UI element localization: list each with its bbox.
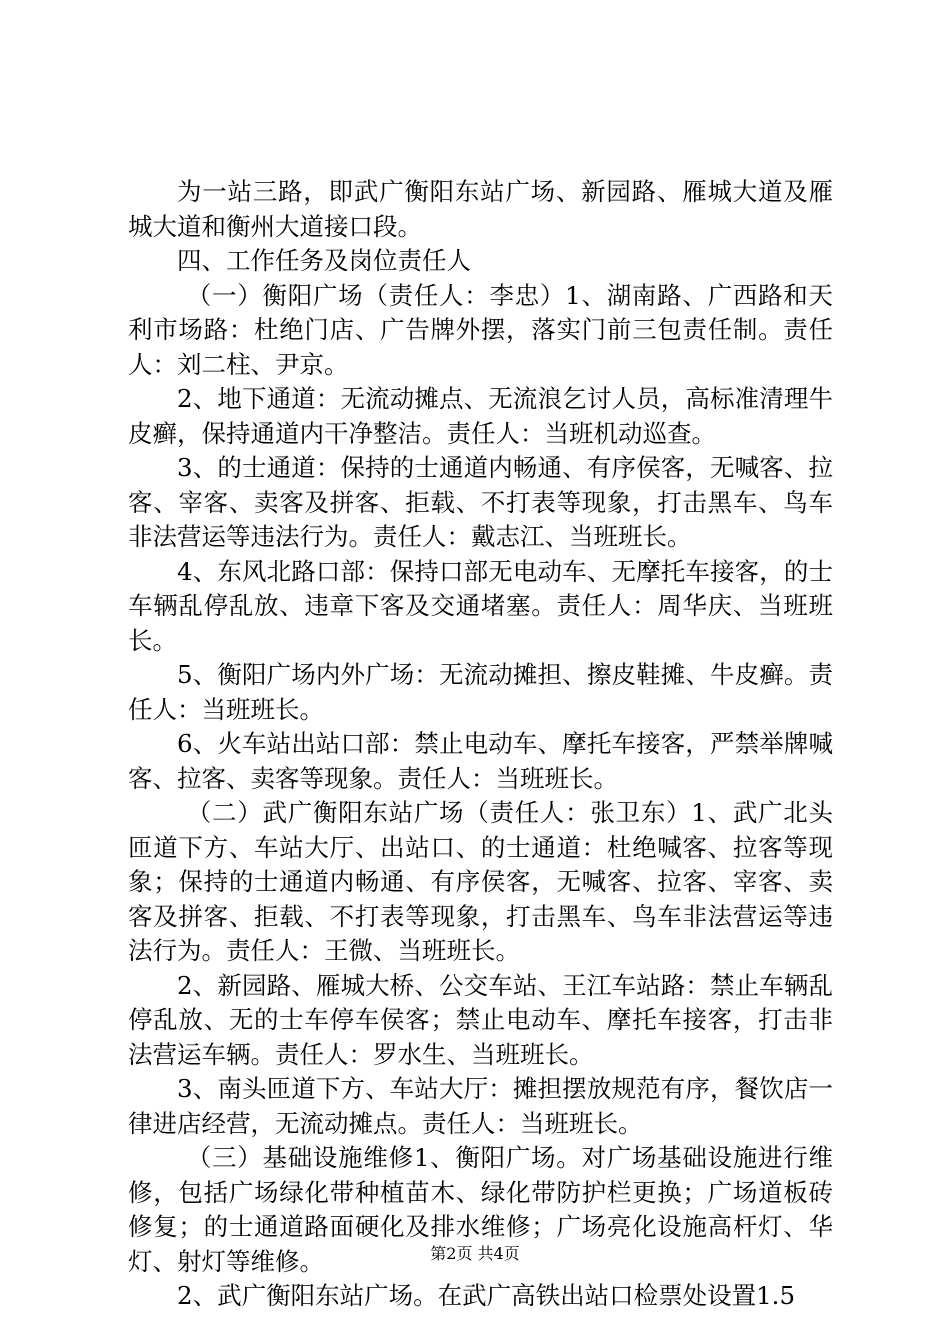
paragraph-underpass: 2、地下通道：无流动摊点、无流浪乞讨人员，高标准清理牛皮癣，保持通道内干净整洁。责任人：当班机动巡查。 bbox=[128, 384, 833, 448]
paragraph-station-exit: 6、火车站出站口部：禁止电动车、摩托车接客，严禁举牌喊客、拉客、卖客等现象。责任人：当班班长。 bbox=[128, 729, 833, 793]
section-heading-tasks: 四、工作任务及岗位责任人 bbox=[177, 246, 471, 275]
paragraph-east-station-square: （二）武广衡阳东站广场（责任人：张卫东）1、武广北头匝道下方、车站大厅、出站口、的士通道：杜绝喊客、拉客等现象；保持的士通道内畅通、有序侯客，无喊客、拉客、宰客、卖客及拼客、拒载、不打表等现象，打击黑车、鸟车非法营运等违法行为。责任人：王微、当班班长。 bbox=[128, 798, 833, 965]
paragraph-infrastructure-repair: （三）基础设施维修1、衡阳广场。对广场基础设施进行维修，包括广场绿化带种植苗木、绿化带防护栏更换；广场道板砖修复；的士通道路面硬化及排水维修；广场亮化设施高杆灯、华灯、射灯等维修。 bbox=[128, 1143, 833, 1276]
paragraph-hengyang-square: （一）衡阳广场（责任人：李忠）1、湖南路、广西路和天利市场路：杜绝门店、广告牌外摆，落实门前三包责任制。责任人：刘二柱、尹京。 bbox=[128, 280, 833, 379]
paragraph-dongfeng-north-road: 4、东风北路口部：保持口部无电动车、无摩托车接客，的士车辆乱停乱放、违章下客及交通堵塞。责任人：周华庆、当班班长。 bbox=[128, 556, 833, 655]
page-number-footer: 第2页 共4页 bbox=[430, 1244, 520, 1263]
paragraph-xinyuan-road: 2、新园路、雁城大桥、公交车站、王江车站路：禁止车辆乱停乱放、无的士车停车侯客；禁止电动车、摩托车接客，打击非法营运车辆。责任人：罗水生、当班班长。 bbox=[128, 970, 833, 1069]
paragraph-inner-outer-square: 5、衡阳广场内外广场：无流动摊担、擦皮鞋摊、牛皮癣。责任人：当班班长。 bbox=[128, 660, 833, 724]
paragraph-scope: 为一站三路，即武广衡阳东站广场、新园路、雁城大道及雁城大道和衡州大道接口段。 bbox=[128, 177, 833, 241]
paragraph-taxi-lane: 3、的士通道：保持的士通道内畅通、有序侯客，无喊客、拉客、宰客、卖客及拼客、拒载、不打表等现象，打击黑车、鸟车非法营运等违法行为。责任人：戴志江、当班班长。 bbox=[128, 453, 833, 551]
paragraph-south-ramp: 3、南头匝道下方、车站大厅：摊担摆放规范有序，餐饮店一律进店经营，无流动摊点。责任人：当班班长。 bbox=[128, 1074, 833, 1138]
paragraph-east-station-repair: 2、武广衡阳东站广场。在武广高铁出站口检票处设置1.5 bbox=[177, 1281, 796, 1310]
document-body bbox=[128, 175, 833, 1314]
